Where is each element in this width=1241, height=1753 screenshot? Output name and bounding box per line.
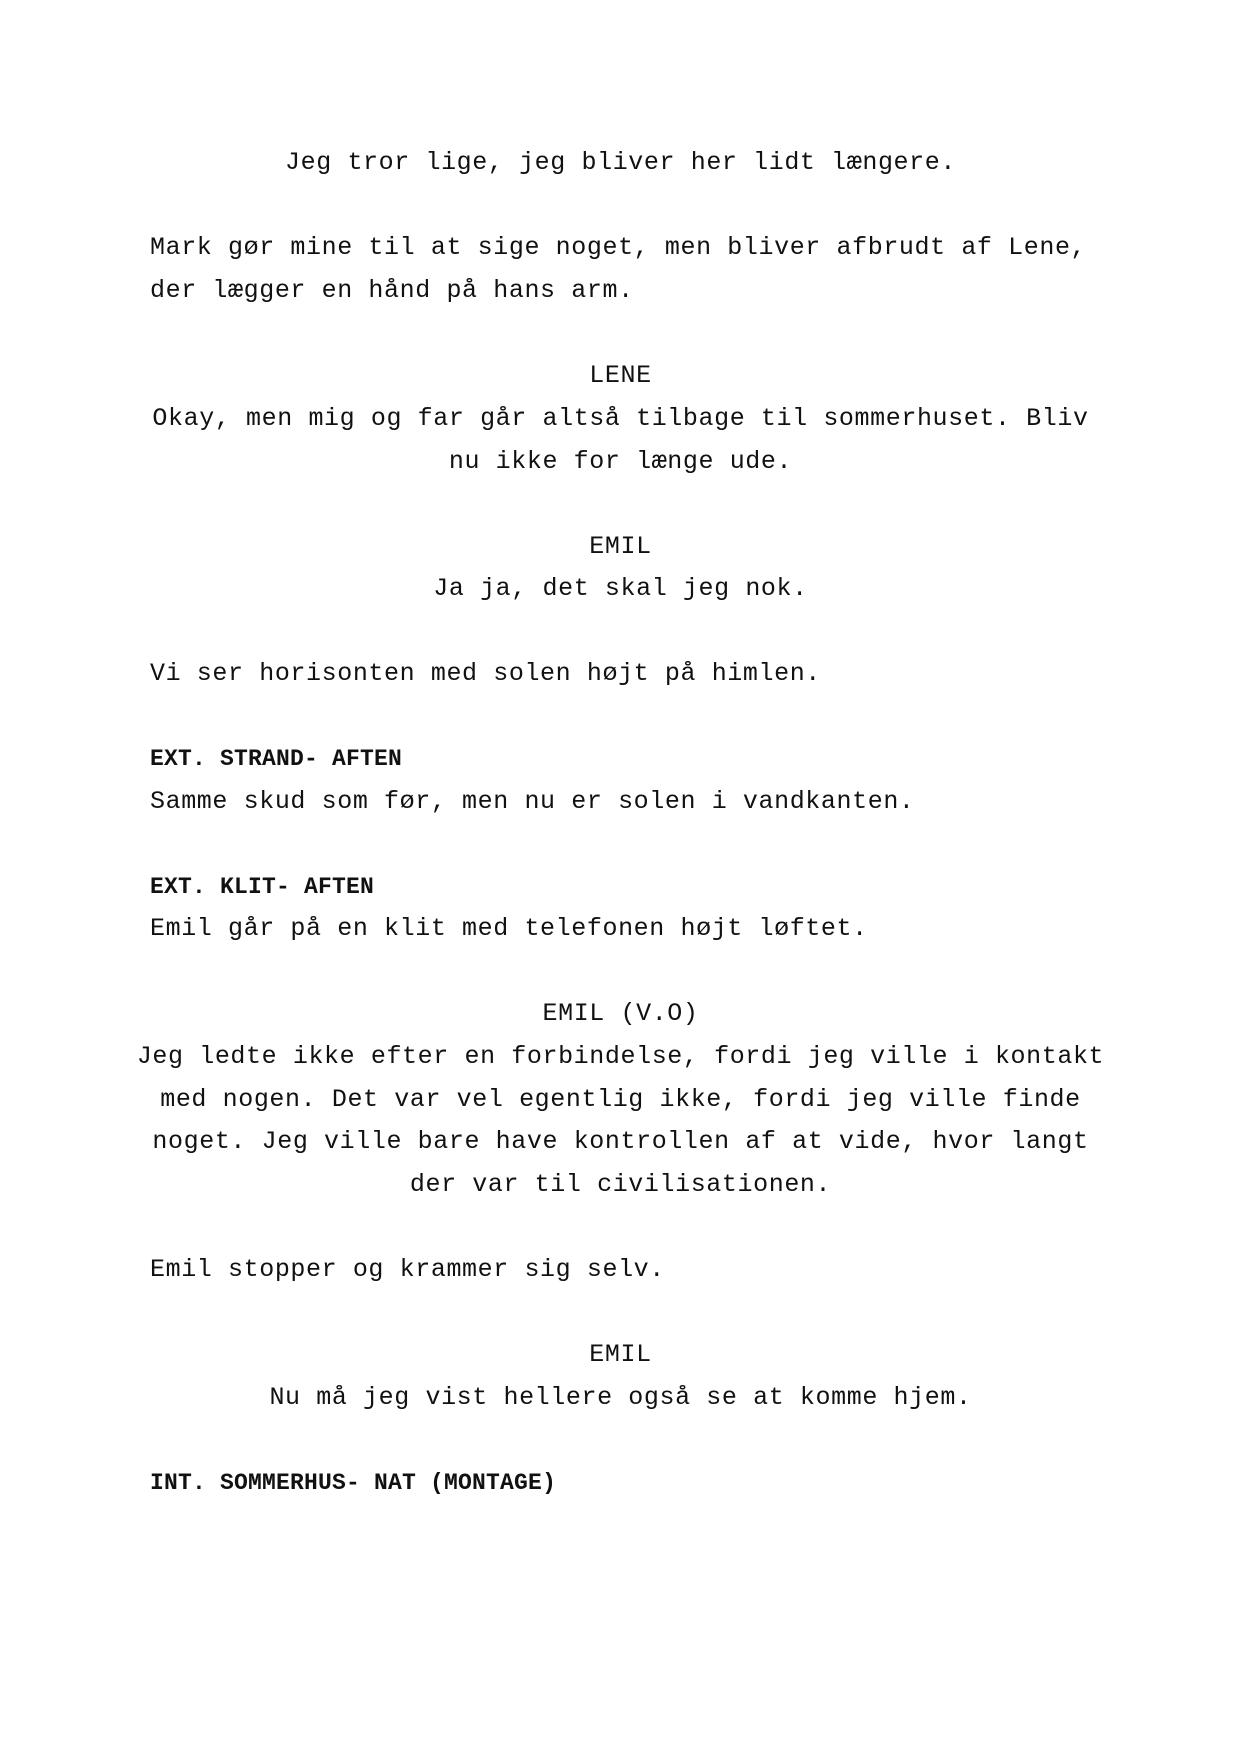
character-name-emil: EMIL (589, 532, 652, 561)
action-line: Mark gør mine til at sige noget, men bliver afbrudt af Lene, (150, 233, 1087, 262)
dialogue-line: Nu må jeg vist hellere også se at komme hjem. (269, 1383, 972, 1412)
dialogue-line: Jeg ledte ikke efter en forbindelse, fordi jeg ville i kontakt (136, 1042, 1105, 1071)
action-line: der lægger en hånd på hans arm. (150, 276, 634, 305)
dialogue-line: med nogen. Det var vel egentlig ikke, fordi jeg ville finde (160, 1085, 1081, 1114)
character-name-lene: LENE (589, 361, 652, 390)
action-line: Samme skud som før, men nu er solen i vandkanten. (150, 787, 915, 816)
action-line: Emil stopper og krammer sig selv. (150, 1255, 665, 1284)
action-line: Vi ser horisonten med solen højt på himlen. (150, 659, 821, 688)
character-name-emil: EMIL (589, 1340, 652, 1369)
scene-heading: EXT. STRAND- AFTEN (150, 746, 403, 772)
dialogue-line: noget. Jeg ville bare have kontrollen af at vide, hvor langt (152, 1127, 1089, 1156)
action-line: Emil går på en klit med telefonen højt løftet. (150, 914, 868, 943)
dialogue-line: der var til civilisationen. (409, 1170, 832, 1199)
scene-heading: INT. SOMMERHUS- NAT (MONTAGE) (150, 1470, 557, 1496)
character-name-emil-vo: EMIL (V.O) (542, 999, 699, 1028)
dialogue-line: Ja ja, det skal jeg nok. (433, 574, 808, 603)
dialogue-line: Jeg tror lige, jeg bliver her lidt længere. (285, 148, 956, 177)
dialogue-line: Okay, men mig og far går altså tilbage til sommerhuset. Bliv (152, 404, 1089, 433)
scene-heading: EXT. KLIT- AFTEN (150, 874, 375, 900)
dialogue-line: nu ikke for længe ude. (448, 447, 793, 476)
